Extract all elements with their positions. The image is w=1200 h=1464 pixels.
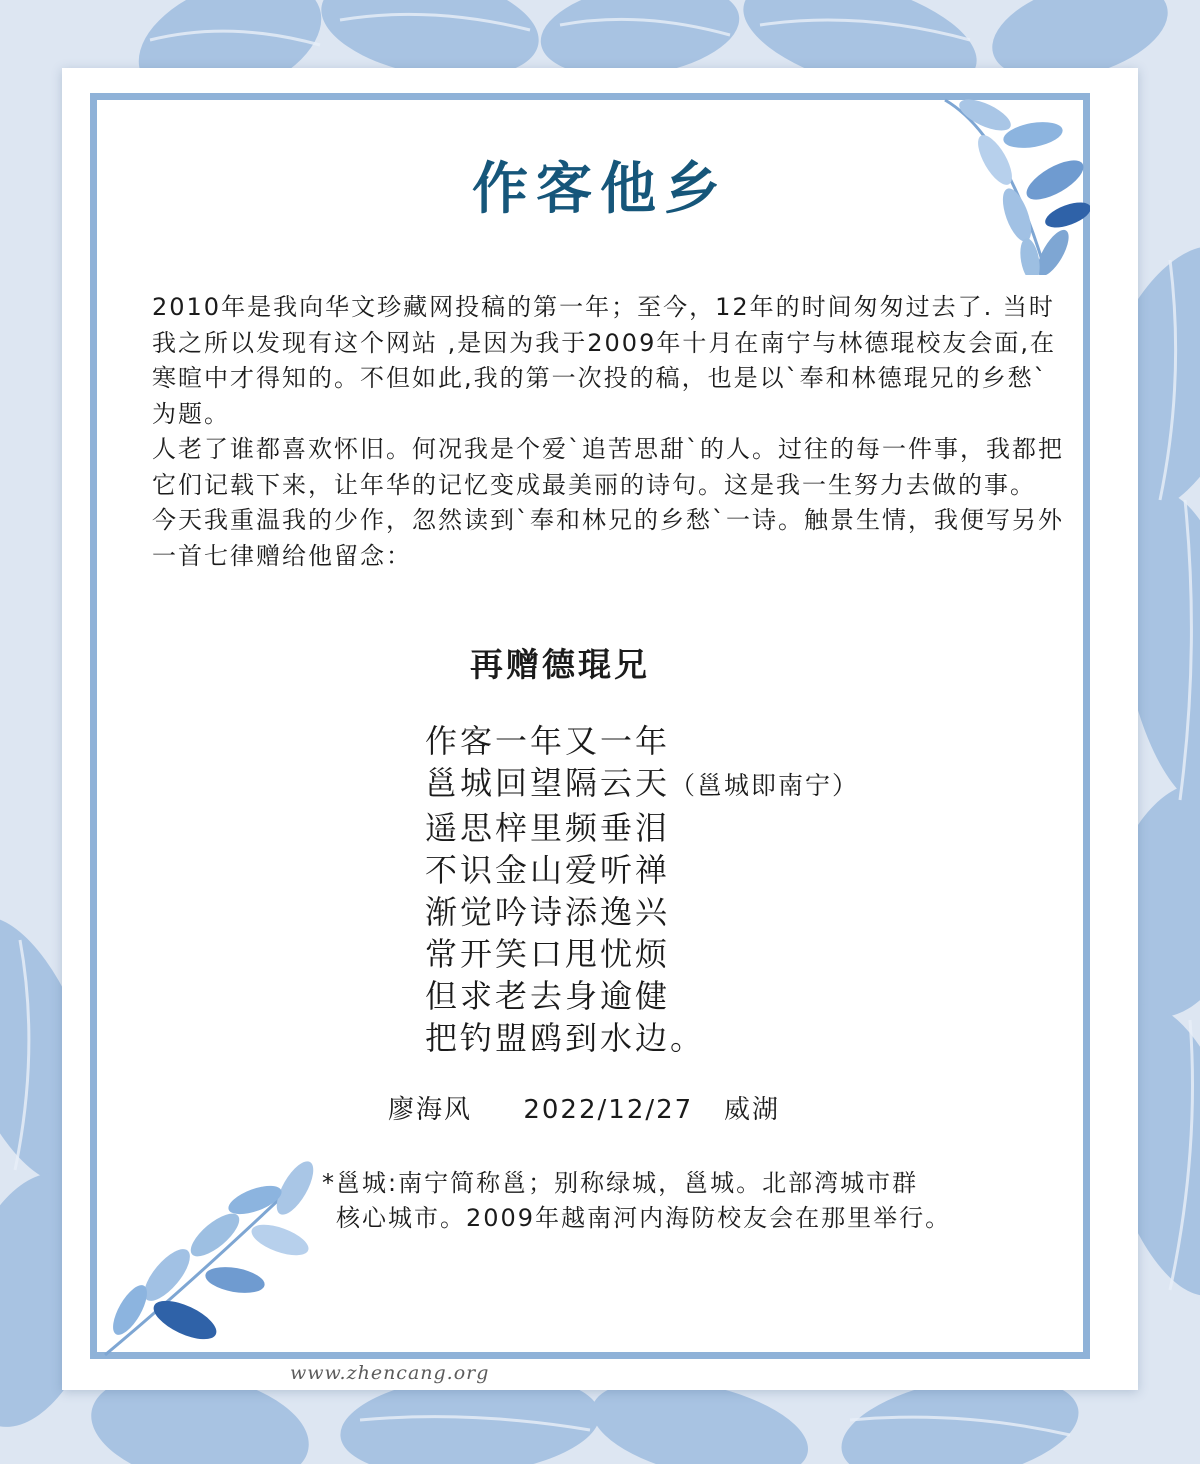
leaf-branch-bottom-left-icon: [95, 1160, 325, 1360]
page-title: 作客他乡: [472, 157, 728, 222]
poem-line: 不识金山爱听禅: [425, 851, 671, 889]
poem-body: [425, 720, 1025, 1059]
intro-paragraph: 2010年是我向华文珍藏网投稿的第一年；至今，12年的时间匆匆过去了. 当时我之所以发现有这个网站 ,是因为我于2009年十月在南宁与林德琨校友会面,在寒暄中才得知的。不但如此,我的第一次投的稿，也是以`奉和林德琨兄的乡愁`为题。: [152, 293, 1056, 428]
footnote: [322, 1166, 1082, 1236]
signature-date: 2022/12/27: [523, 1095, 694, 1125]
footnote-line: *邕城:南宁简称邕；别称绿城，邕城。北部湾城市群: [322, 1169, 919, 1197]
intro-paragraph: 人老了谁都喜欢怀旧。何况我是个爱`追苦思甜`的人。过往的每一件事，我都把它们记载下来，让年华的记忆变成最美丽的诗句。这是我一生努力去做的事。: [152, 435, 1064, 499]
leaf-branch-top-right-icon: [935, 95, 1090, 275]
author-name: 廖海风: [388, 1095, 473, 1125]
poem-title: 再赠德琨兄: [470, 645, 650, 684]
signature-place: 威湖: [724, 1095, 781, 1125]
poem-line: 作客一年又一年: [425, 722, 671, 760]
site-watermark: www.zhencang.org: [290, 1362, 490, 1384]
footnote-line: 核心城市。2009年越南河内海防校友会在那里举行。: [336, 1204, 952, 1232]
poem-line: 常开笑口甩忧烦: [425, 935, 671, 973]
poem-line-with-note: [425, 762, 1025, 807]
poem-line: 渐觉吟诗添逸兴: [425, 893, 671, 931]
poem-line: 但求老去身逾健: [425, 977, 671, 1015]
intro-paragraph: 今天我重温我的少作，忽然读到`奉和林兄的乡愁`一诗。触景生情，我便写另外一首七律赠给他留念：: [152, 506, 1064, 570]
poem-note: （邕城即南宁）: [670, 771, 860, 800]
poem-line: 把钓盟鸥到水边。: [425, 1019, 706, 1057]
poem-line: 遥思梓里频垂泪: [425, 809, 671, 847]
intro-text: [152, 290, 1072, 574]
signature: [388, 1090, 888, 1130]
poem-line: 邕城回望隔云天: [425, 764, 671, 802]
